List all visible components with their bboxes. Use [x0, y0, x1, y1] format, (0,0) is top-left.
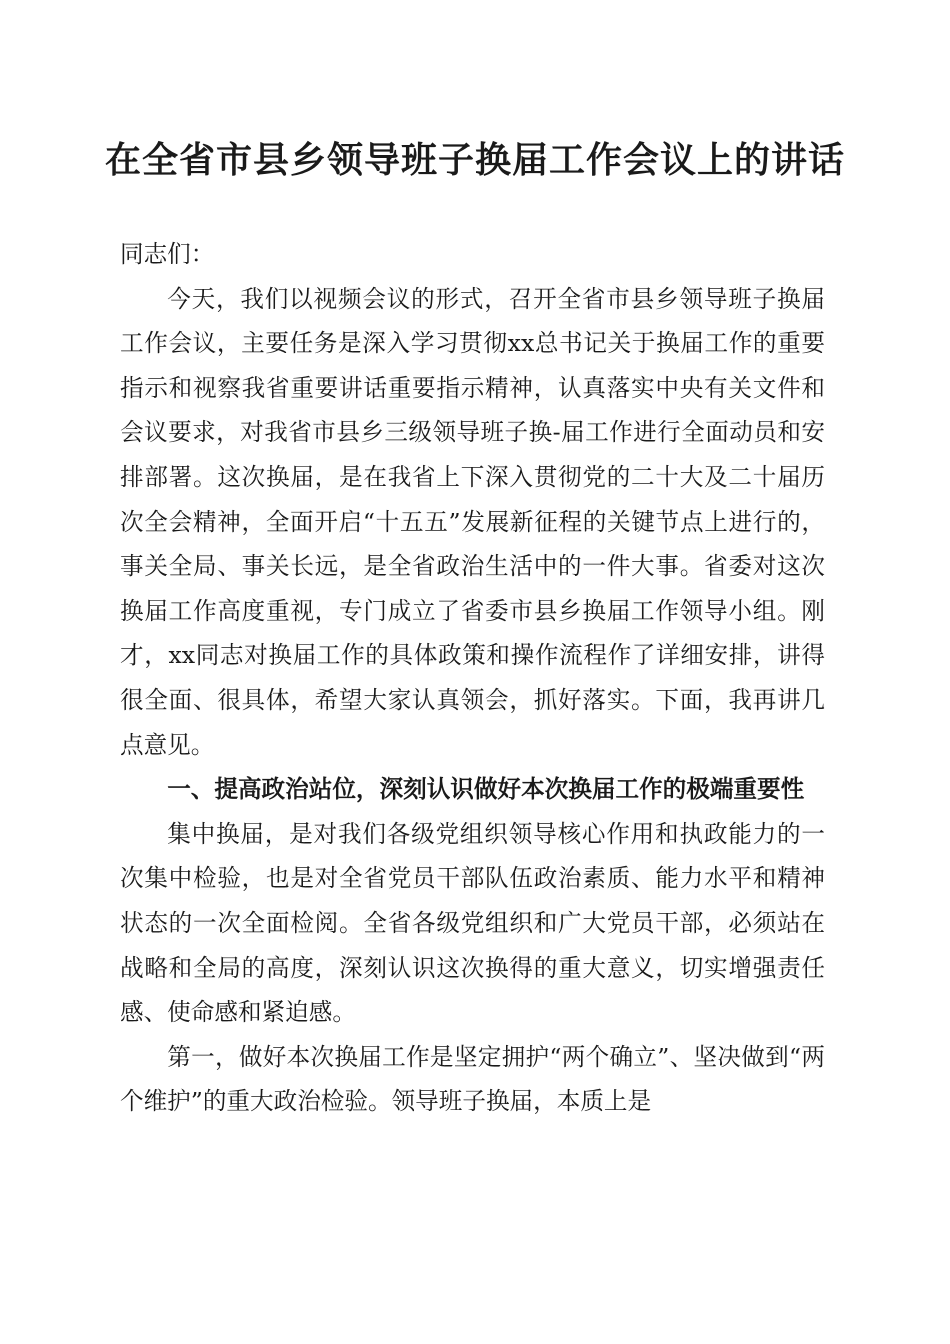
salutation: 同志们： — [120, 240, 215, 268]
section-1-paragraph-2: 第一，做好本次换届工作是坚定拥护“两个确立”、坚决做到“两个维护”的重大政治检验。领导班子换届，本质上是 — [120, 1042, 825, 1116]
section-1-paragraph-1: 集中换届，是对我们各级党组织领导核心作用和执政能力的一次集中检验，也是对全省党员干部队伍政治素质、能力水平和精神状态的一次全面检阅。全省各级党组织和广大党员干部，必须站在战略和全局的高度，深刻认识这次换得的重大意义，切实增强责任感、使命感和紧迫感。 — [120, 819, 825, 1027]
intro-paragraph: 今天，我们以视频会议的形式，召开全省市县乡领导班子换届工作会议，主要任务是深入学习贯彻xx总书记关于换届工作的重要指示和视察我省重要讲话重要指示精神，认真落实中央有关文件和会议要求，对我省市县乡三级领导班子换-届工作进行全面动员和安排部署。这次换届，是在我省上下深入贯彻党的二十大及二十届历次全会精神，全面开启“十五五”发展新征程的关键节点上进行的，事关全局、事关长远，是全省政治生活中的一件大事。省委对这次换届工作高度重视，专门成立了省委市县乡换届工作领导小组。刚才，xx同志对换届工作的具体政策和操作流程作了详细安排，讲得很全面、很具体，希望大家认真领会，抓好落实。下面，我再讲几点意见。 — [120, 284, 825, 759]
section-heading-1: 一、提高政治站位，深刻认识做好本次换届工作的极端重要性 — [167, 775, 805, 804]
document-title: 在全省市县乡领导班子换届工作会议上的讲话 — [104, 139, 845, 181]
document-body — [120, 232, 825, 1124]
